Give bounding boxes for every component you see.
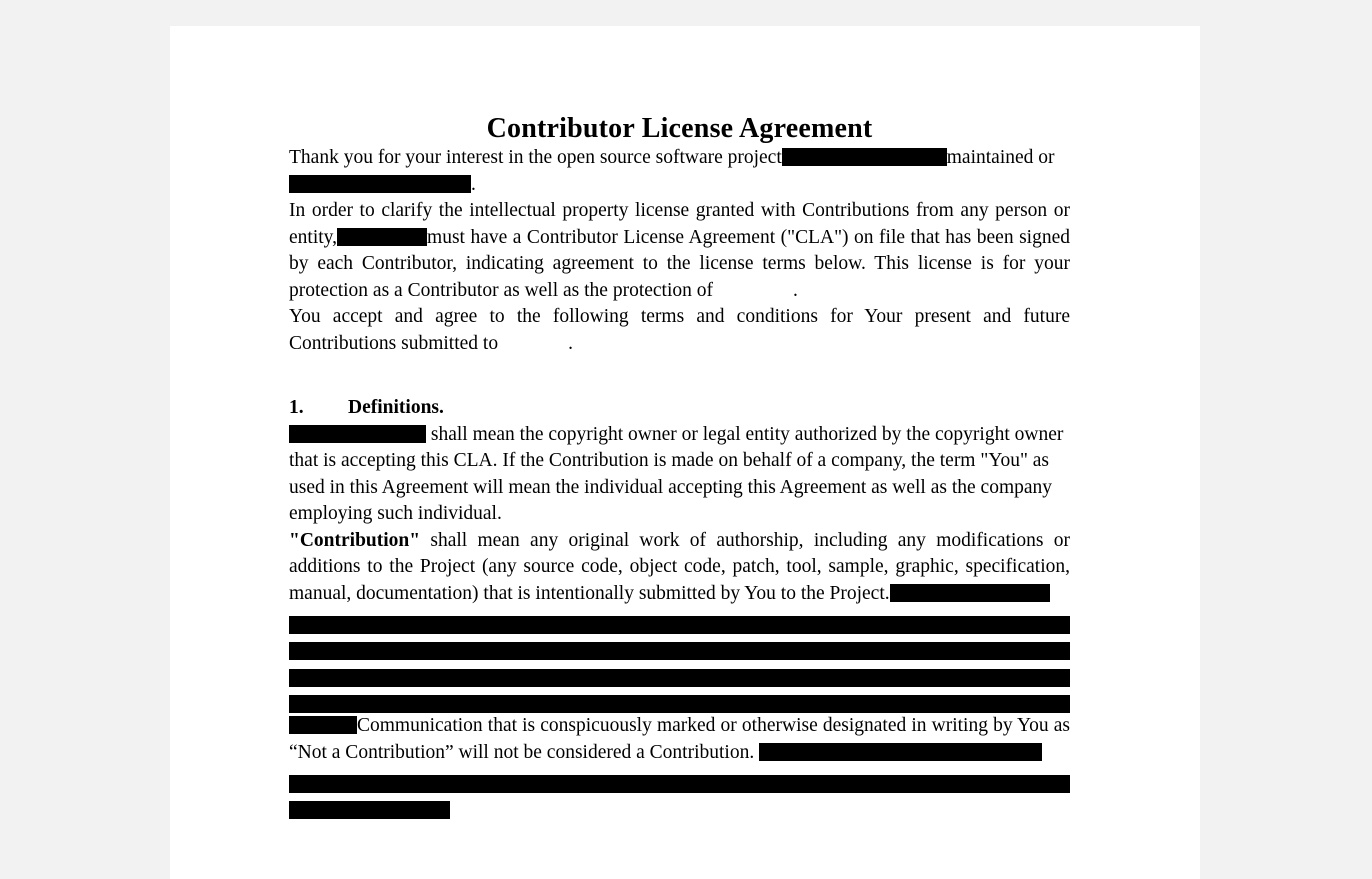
paragraph-definition-you xyxy=(289,422,1070,528)
document-page xyxy=(170,26,1200,879)
redaction-project-name xyxy=(782,148,947,166)
redaction-bar-final-partial xyxy=(289,801,450,819)
page-title: Contributor License Agreement xyxy=(486,113,873,144)
redaction-bar-final-full xyxy=(289,775,1070,793)
intro-text-after-redaction: maintained or xyxy=(946,147,1055,169)
redaction-communication-trailing xyxy=(759,743,1042,761)
redaction-block-final xyxy=(289,775,1070,820)
accept-text: You accept and agree to the following terms and conditions for Your present and future Contributions submitted to xyxy=(289,306,1070,354)
paragraph-accept xyxy=(289,304,1070,357)
clarify-text-after-redaction: must have a Contributor License Agreement ("CLA") on file that has been signed by each Contributor, indicating agreement to the license terms below. This license is for your protection as a Contributor as well as the protection of xyxy=(289,226,1070,301)
redaction-block-contribution xyxy=(289,616,1070,714)
intro-text-before-redaction: Thank you for your interest in the open source software project xyxy=(289,147,782,169)
redaction-bar-line-1 xyxy=(289,616,1070,634)
document-content xyxy=(289,26,1070,819)
redaction-submitted-to-blank xyxy=(498,334,568,352)
redaction-maintainer xyxy=(289,175,471,193)
clarify-text-before-redaction: In order to clarify the intellectual property license granted with Contributions from any person or entity, xyxy=(289,200,1070,248)
paragraph-clarify xyxy=(289,198,1070,304)
definition-you-text: shall mean the copyright owner or legal entity authorized by the copyright owner that is accepting this CLA. If the Contribution is made on behalf of a company, the term "You" as used in this Agreement will mean the individual accepting this Agreement as well as the company employing such individual. xyxy=(289,423,1064,525)
section-number: 1. xyxy=(289,397,304,419)
redaction-contribution-trailing xyxy=(890,584,1050,602)
paragraph-definition-contribution xyxy=(289,528,1070,608)
redaction-bar-line-3 xyxy=(289,669,1070,687)
section-title: Definitions. xyxy=(348,397,444,419)
definition-contribution-text: shall mean any original work of authorship, including any modifications or additions to the Project (any source code, object code, patch, tool, sample, graphic, specification, manual, documentation) that is intentionally submitted by You to the Project. xyxy=(289,529,1070,604)
accept-text-period: . xyxy=(568,332,573,354)
redaction-entity xyxy=(337,228,427,246)
section-heading-definitions xyxy=(289,395,1070,422)
clarify-text-period: . xyxy=(793,279,798,301)
redaction-communication-leading xyxy=(289,716,357,734)
paragraph-intro xyxy=(289,145,1070,198)
redaction-protection-of-blank xyxy=(713,281,793,299)
paragraph-communication xyxy=(289,713,1070,766)
definition-contribution-term: "Contribution" xyxy=(289,529,421,551)
redaction-bar-line-4 xyxy=(289,695,1070,713)
intro-text-period: . xyxy=(471,173,476,195)
redaction-definition-you-term xyxy=(289,425,426,443)
redaction-bar-line-2 xyxy=(289,642,1070,660)
communication-text: Communication that is conspicuously marked or otherwise designated in writing by You as “Not a Contribution” will not be considered a Contribution. xyxy=(289,715,1070,763)
